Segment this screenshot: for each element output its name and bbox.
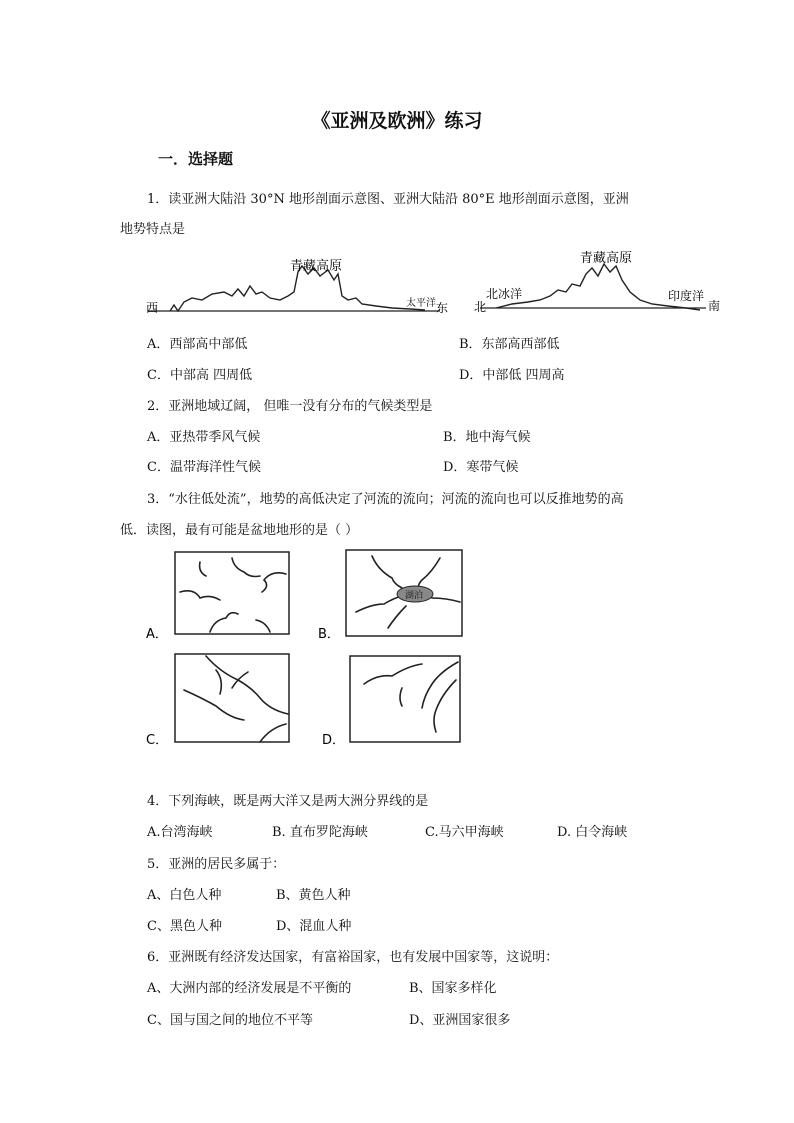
q2-option-c: C．温带海洋性气候 — [147, 460, 261, 475]
river-maps-figure — [140, 548, 480, 748]
map-c-label: C． — [146, 733, 169, 748]
q4-option-d: D. 白令海峡 — [557, 825, 628, 840]
label-east: 东 — [436, 301, 449, 315]
lake-label: 湖泊 — [405, 591, 424, 601]
q2-option-a: A．亚热带季风气候 — [147, 430, 261, 445]
q1-stem-line2: 地势特点是 — [120, 222, 186, 237]
terrain-profiles-figure — [140, 248, 760, 320]
map-b — [346, 550, 462, 636]
q4-stem: 4．下列海峡，既是两大洋又是两大洲分界线的是 — [147, 794, 429, 809]
label-west: 西 — [146, 301, 159, 315]
label-plateau-2: 青藏高原 — [580, 251, 633, 266]
q2-option-b: B．地中海气候 — [443, 430, 531, 445]
label-arctic-ocean: 北冰洋 — [486, 287, 523, 301]
q2-stem: 2．亚洲地域辽阔， 但唯一没有分布的气候类型是 — [147, 399, 433, 414]
q4-option-b: B. 直布罗陀海峡 — [272, 825, 368, 840]
q1-option-d: D．中部低 四周高 — [459, 368, 565, 383]
q1-option-a: A．西部高中部低 — [147, 337, 248, 352]
q1-option-c: C．中部高 四周低 — [147, 368, 253, 383]
label-south: 南 — [708, 299, 721, 313]
q6-option-c: C、国与国之间的地位不平等 — [147, 1013, 313, 1028]
q5-option-c: C、黑色人种 — [147, 919, 222, 934]
q6-stem: 6．亚洲既有经济发达国家，有富裕国家，也有发展中国家等，这说明： — [147, 950, 559, 965]
q6-option-d: D、亚洲国家很多 — [409, 1013, 511, 1028]
q5-stem: 5．亚洲的居民多属于： — [147, 857, 286, 872]
q1-stem-line1: 1．读亚洲大陆沿 30°N 地形剖面示意图、亚洲大陆沿 80°E 地形剖面示意图，亚洲 — [147, 192, 629, 207]
profile-30n — [146, 258, 448, 315]
q6-option-a: A、大洲内部的经济发展是不平衡的 — [147, 981, 352, 996]
q4-option-a: A.台湾海峡 — [147, 825, 213, 840]
q5-option-d: D、混血人种 — [276, 919, 352, 934]
profile-80e — [474, 250, 720, 314]
map-c — [175, 654, 289, 742]
map-b-label: B． — [318, 627, 340, 642]
q2-option-d: D．寒带气候 — [443, 460, 519, 475]
q1-option-b: B．东部高西部低 — [459, 337, 560, 352]
page-title: 《亚洲及欧洲》练习 — [311, 110, 483, 132]
map-a — [175, 552, 289, 634]
q4-option-c: C.马六甲海峡 — [425, 825, 504, 840]
label-indian-ocean: 印度洋 — [668, 289, 705, 303]
map-a-label: A． — [146, 627, 168, 642]
map-d — [350, 656, 460, 742]
q6-option-b: B、国家多样化 — [409, 981, 497, 996]
q5-option-b: B、黄色人种 — [276, 888, 351, 903]
label-plateau-1: 青藏高原 — [290, 259, 343, 274]
label-pacific: 太平洋 — [406, 298, 436, 309]
q3-stem-line1: 3．“水往低处流”，地势的高低决定了河流的流向；河流的流向也可以反推地势的高 — [147, 492, 624, 507]
section-heading: 一．选择题 — [158, 150, 234, 168]
q3-stem-line2: 低．读图，最有可能是盆地地形的是（ ） — [120, 523, 359, 538]
q5-option-a: A、白色人种 — [147, 888, 222, 903]
map-d-label: D． — [322, 733, 346, 748]
label-north: 北 — [474, 300, 487, 314]
